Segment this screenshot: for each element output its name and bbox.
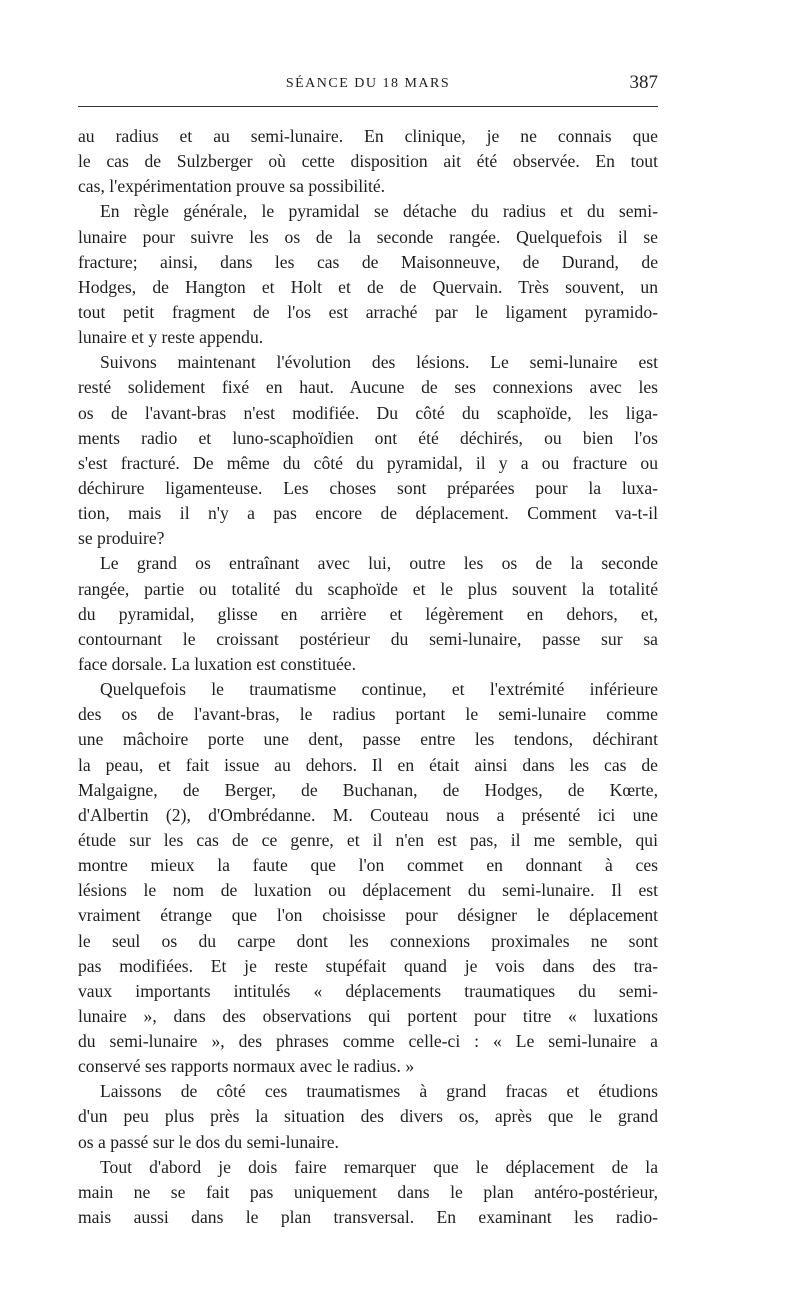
text-line: la peau, et fait issue au dehors. Il en était ainsi dans les cas de xyxy=(78,754,658,775)
running-title: SÉANCE DU 18 MARS xyxy=(285,76,451,91)
text-line: lunaire », dans des observations qui portent pour titre « luxations xyxy=(78,1005,658,1026)
text-line: au radius et au semi-lunaire. En clinique, je ne connais que xyxy=(78,126,658,146)
text-line: tout petit fragment de l'os est arraché par le ligament pyramido- xyxy=(78,301,658,322)
page-number: 387 xyxy=(629,72,658,93)
body-text xyxy=(78,124,658,1230)
text-line: contournant le croissant postérieur du semi-lunaire, passe sur sa xyxy=(78,628,658,649)
text-line: le cas de Sulzberger où cette disposition ait été observée. En tout xyxy=(78,151,658,172)
text-line: des os de l'avant-bras, le radius portant le semi-lunaire comme xyxy=(78,704,658,725)
text-line: vraiment étrange que l'on choisisse pour désigner le déplacement xyxy=(78,905,658,926)
text-line: lésions le nom de luxation ou déplacement du semi-lunaire. Il est xyxy=(78,880,658,901)
text-line: Le grand os entraînant avec lui, outre les os de la seconde xyxy=(100,553,658,574)
text-line: cas, l'expérimentation prouve sa possibilité. xyxy=(78,176,386,197)
text-line: Suivons maintenant l'évolution des lésions. Le semi-lunaire est xyxy=(100,352,658,373)
text-line: s'est fracturé. De même du côté du pyramidal, il y a ou fracture ou xyxy=(78,452,658,473)
text-line: vaux importants intitulés « déplacements traumatiques du semi- xyxy=(78,980,658,1001)
text-line: lunaire et y reste appendu. xyxy=(78,327,264,348)
text-line: tion, mais il n'y a pas encore de déplacement. Comment va-t-il xyxy=(78,503,658,524)
text-line: resté solidement fixé en haut. Aucune de ses connexions avec les xyxy=(78,377,658,398)
text-line: une mâchoire porte une dent, passe entre les tendons, déchirant xyxy=(78,729,658,750)
text-line: face dorsale. La luxation est constituée. xyxy=(78,653,356,674)
text-line: En règle générale, le pyramidal se détache du radius et du semi- xyxy=(100,201,658,222)
text-line: d'Albertin (2), d'Ombrédanne. M. Couteau nous a présenté ici une xyxy=(78,804,658,825)
text-line: mais aussi dans le plan transversal. En examinant les radio- xyxy=(78,1207,658,1228)
text-line: du semi-lunaire », des phrases comme celle-ci : « Le semi-lunaire a xyxy=(78,1031,658,1052)
text-line: fracture; ainsi, dans les cas de Maisonneuve, de Durand, de xyxy=(78,251,658,272)
text-line: rangée, partie ou totalité du scaphoïde et le plus souvent la totalité xyxy=(78,578,658,599)
text-line: le seul os du carpe dont les connexions proximales ne sont xyxy=(78,930,658,951)
text-line: déchirure ligamenteuse. Les choses sont préparées pour la luxa- xyxy=(78,477,658,498)
text-line: pas modifiées. Et je reste stupéfait quand je vois dans des tra- xyxy=(78,955,658,976)
text-line: os de l'avant-bras n'est modifiée. Du côté du scaphoïde, les liga- xyxy=(78,402,658,423)
text-line: ments radio et luno-scaphoïdien ont été déchirés, ou bien l'os xyxy=(78,427,658,448)
text-line: lunaire pour suivre les os de la seconde rangée. Quelquefois il se xyxy=(78,226,658,247)
text-line: Malgaigne, de Berger, de Buchanan, de Hodges, de Kœrte, xyxy=(78,779,658,800)
text-line: Quelquefois le traumatisme continue, et l'extrémité inférieure xyxy=(100,679,658,700)
text-line: montre mieux la faute que l'on commet en donnant à ces xyxy=(78,855,658,876)
text-line: se produire? xyxy=(78,528,165,549)
text-line: os a passé sur le dos du semi-lunaire. xyxy=(78,1131,339,1152)
header-rule xyxy=(78,106,658,107)
text-line: conservé ses rapports normaux avec le radius. » xyxy=(78,1056,415,1077)
text-line: d'un peu plus près la situation des divers os, après que le grand xyxy=(78,1106,658,1127)
text-line: du pyramidal, glisse en arrière et légèrement en dehors, et, xyxy=(78,603,658,624)
text-line: main ne se fait pas uniquement dans le plan antéro-postérieur, xyxy=(78,1181,658,1202)
text-line: Tout d'abord je dois faire remarquer que le déplacement de la xyxy=(100,1156,658,1177)
text-line: étude sur les cas de ce genre, et il n'en est pas, il me semble, qui xyxy=(78,829,658,850)
page-header xyxy=(78,72,658,102)
text-line: Laissons de côté ces traumatismes à grand fracas et étudions xyxy=(100,1081,658,1102)
text-line: Hodges, de Hangton et Holt et de de Quervain. Très souvent, un xyxy=(78,276,658,297)
